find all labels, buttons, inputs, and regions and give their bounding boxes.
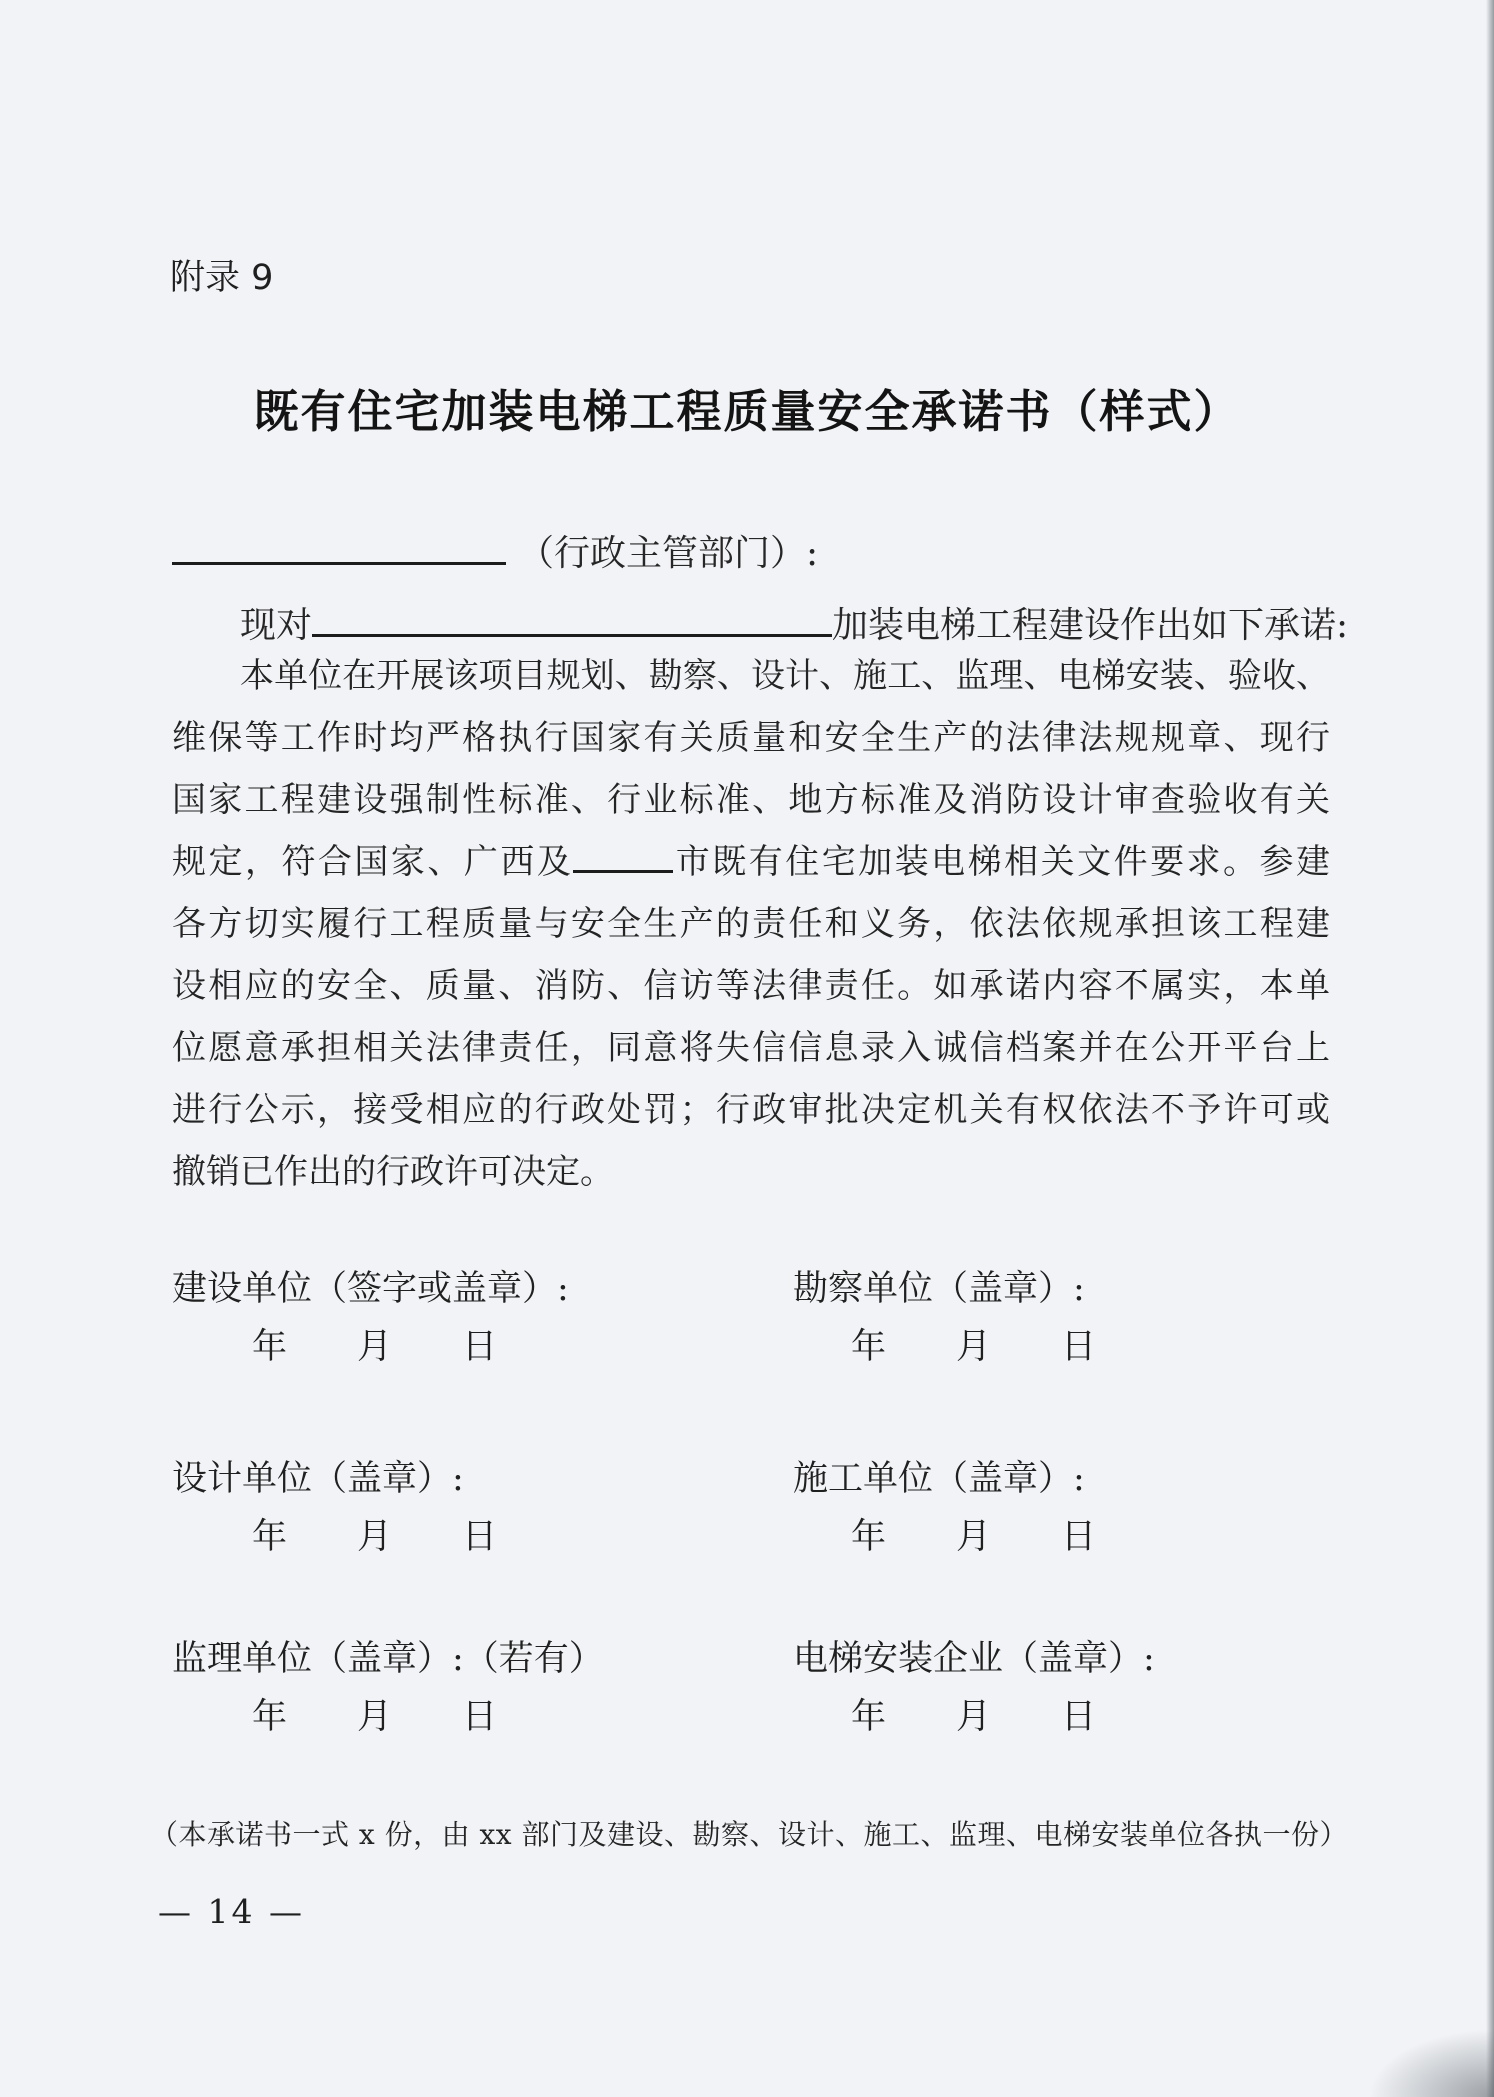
signature-block-construction-unit [172, 1268, 569, 1368]
signature-date-line: 年 月 日 [851, 1697, 1097, 1737]
salutation-text: （行政主管部门）: [518, 533, 819, 574]
project-blank-line [312, 596, 832, 637]
body-line: 位愿意承担相关法律责任，同意将失信信息录入诚信档案并在公开平台上 [172, 1028, 1330, 1068]
body-line: 维保等工作时均严格执行国家有关质量和安全生产的法律法规规章、现行 [172, 718, 1330, 758]
scan-corner-shadow [1364, 2027, 1494, 2097]
signature-date-line: 年 月 日 [252, 1697, 498, 1737]
signature-date-line: 年 月 日 [851, 1327, 1097, 1367]
signature-date-line: 年 月 日 [252, 1327, 498, 1367]
body-line: 进行公示，接受相应的行政处罚；行政审批决定机关有权依法不予许可或 [172, 1090, 1330, 1130]
city-line-prefix: 规定，符合国家、广西及 [172, 842, 574, 882]
city-line-suffix: 市既有住宅加装电梯相关文件要求。参建 [673, 842, 1331, 882]
signature-label: 施工单位（盖章）: [793, 1459, 1085, 1499]
commitment-prefix: 现对 [240, 605, 313, 646]
body-line: 设相应的安全、质量、消防、信访等法律责任。如承诺内容不属实，本单 [172, 966, 1330, 1006]
salutation-line [172, 524, 818, 576]
signature-label: 建设单位（签字或盖章）: [172, 1269, 569, 1309]
signature-label: 监理单位（盖章）:（若有） [172, 1639, 604, 1679]
body-line: 各方切实履行工程质量与安全生产的责任和义务，依法依规承担该工程建 [172, 904, 1330, 944]
signature-block-survey-unit [793, 1268, 1096, 1368]
signature-label: 设计单位（盖章）: [172, 1459, 464, 1499]
signature-block-construction-contractor [793, 1458, 1096, 1558]
body-line: 国家工程建设强制性标准、行业标准、地方标准及消防设计审查验收有关 [172, 780, 1330, 820]
body-line-with-city-blank [172, 831, 1330, 893]
body-line: 本单位在开展该项目规划、勘察、设计、施工、监理、电梯安装、验收、 [240, 656, 1330, 696]
commitment-suffix: 加装电梯工程建设作出如下承诺: [832, 605, 1349, 646]
city-blank-line [573, 840, 673, 873]
signature-date-line: 年 月 日 [851, 1517, 1097, 1557]
body-line: 撤销已作出的行政许可决定。 [172, 1152, 614, 1192]
commitment-line [172, 596, 1348, 648]
signature-block-elevator-installer [793, 1638, 1155, 1738]
signature-label: 电梯安装企业（盖章）: [793, 1639, 1155, 1679]
signature-block-design-unit [172, 1458, 497, 1558]
appendix-label: 附录 9 [170, 258, 274, 298]
page-title: 既有住宅加装电梯工程质量安全承诺书（样式） [253, 385, 1241, 438]
commitment-body [172, 645, 1330, 1203]
copies-note: （本承诺书一式 x 份，由 xx 部门及建设、勘察、设计、施工、监理、电梯安装单位各执一份） [150, 1818, 1348, 1851]
scan-page-edge [1486, 0, 1494, 2097]
signature-block-supervision-unit [172, 1638, 604, 1738]
signature-label: 勘察单位（盖章）: [793, 1269, 1085, 1309]
department-blank-line [172, 524, 506, 565]
page-number: — 14 — [158, 1892, 305, 1931]
signature-date-line: 年 月 日 [252, 1517, 498, 1557]
